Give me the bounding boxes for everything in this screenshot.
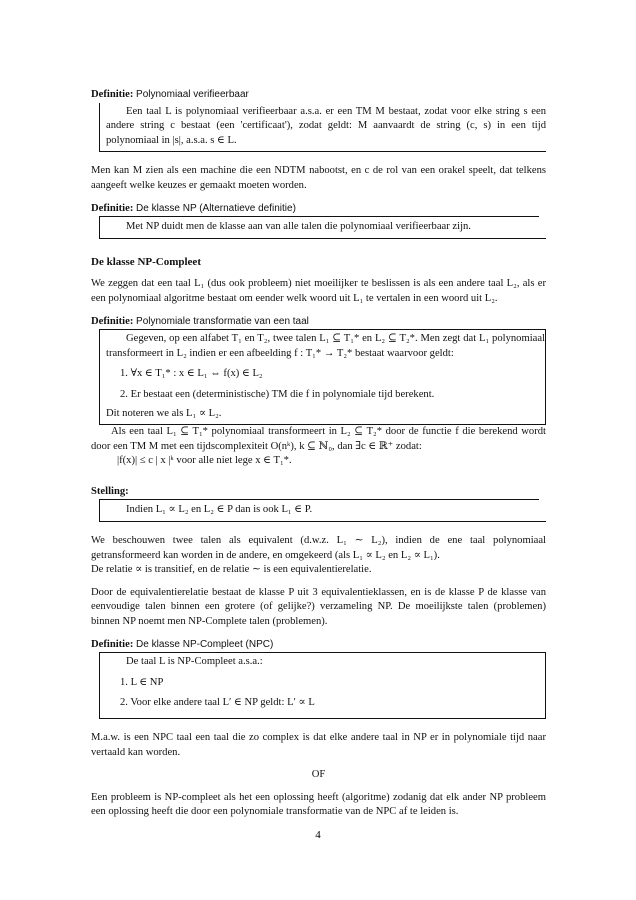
definition-title: De klasse NP-Compleet (NPC)	[136, 638, 274, 650]
definition-intro: Gegeven, op een alfabet T₁ en T₂, twee talen L₁ ⊆ T₁* en L₂ ⊆ T₂*. Men zegt dat L₁ polynomiaal transformeert in L₂ indien er een afbeelding f : T₁* → T₂* bestaat waarvoor geldt:	[106, 333, 545, 359]
theorem-label: Stelling:	[91, 485, 129, 497]
section-heading: De klasse NP-Compleet	[91, 255, 201, 268]
page-number: 4	[315, 829, 321, 841]
theorem-heading	[91, 485, 546, 500]
definition-heading	[91, 88, 546, 103]
definition-heading	[91, 638, 546, 653]
definition-body: Met NP duidt men de klasse aan van alle talen die polynomiaal verifieerbaar zijn.	[126, 221, 471, 233]
definition-box	[99, 216, 546, 239]
divider	[99, 216, 539, 217]
definition-title: Polynomiaal verifieerbaar	[136, 89, 249, 100]
list-item: 1. L ∈ NP	[120, 676, 164, 688]
paragraph: De relatie ∝ is transitief, en de relatie ∼ is een equivalentierelatie.	[91, 564, 372, 576]
theorem-body: Indien L₁ ∝ L₂ en L₂ ∈ P dan is ook L₁ ∈ P.	[126, 504, 313, 516]
definition-intro: De taal L is NP-Compleet a.s.a.:	[126, 656, 263, 668]
definition-box	[99, 329, 546, 425]
list-item: 2. Voor elke andere taal L′ ∈ NP geldt: L′ ∝ L	[120, 697, 315, 709]
list-item: 2. Er bestaat een (deterministische) TM die f in polynomiale tijd berekent.	[120, 388, 435, 400]
paragraph: Een probleem is NP-compleet als het een oplossing heeft (algoritme) zodanig dat elk ander NP probleem een oplossing heeft die door een polynomiale transformatie van de NPC af te leiden is.	[91, 791, 546, 818]
paragraph: |f(x)| ≤ c | x |ᵏ voor alle niet lege x ∈ T₁*.	[117, 455, 292, 467]
definition-title: Polynomiale transformatie van een taal	[136, 315, 309, 327]
definition-heading	[91, 202, 546, 217]
definition-label: Definitie:	[91, 89, 134, 100]
definition-box	[99, 103, 546, 153]
definition-label: Definitie:	[91, 315, 134, 327]
paragraph: Als een taal L₁ ⊆ T₁* polynomiaal transformeert in L₂ ⊆ T₂* door de functie f die berekend wordt door een TM M met een tijdscomplexiteit O(nᵏ), k ⊆ ℕ₀, dan ∃c ∈ ℝ⁺ zodat:	[91, 426, 546, 452]
paragraph: We beschouwen twee talen als equivalent (d.w.z. L₁ ∼ L₂), indien de ene taal polynomiaal getransformeerd kan worden in de andere, en omgekeerd (als L₁ ∝ L₂ en L₂ ∝ L₁).	[91, 535, 546, 561]
definition-box	[99, 652, 546, 719]
definition-label: Definitie:	[91, 638, 134, 650]
document-page	[91, 88, 546, 820]
paragraph: Door de equivalentierelatie bestaat de klasse P uit 3 equivalentieklassen, en is de klasse P de klasse van eenvoudige talen binnen een grotere (of gelijke?) verzameling NP. De moeilijkste talen (problemen) binnen NP noemt men NP-Complete talen (problemen).	[91, 586, 546, 628]
definition-title: De klasse NP (Alternatieve definitie)	[136, 202, 296, 214]
paragraph: Men kan M zien als een machine die een NDTM nabootst, en c de rol van een orakel speelt, dat telkens aangeeft welke keuzes er gemaakt moeten worden.	[91, 165, 546, 191]
definition-body: Een taal L is polynomiaal verifieerbaar a.s.a. er een TM M bestaat, zodat voor elke string s een andere string c bestaat (een 'certificaat'), zodat geldt: M aanvaardt de string (c, s) in een tijd polynomiaal in |s|, a.s.a. s ∈ L.	[106, 105, 546, 146]
paragraph: We zeggen dat een taal L₁ (dus ook probleem) niet moeilijker te beslissen is als een andere taal L₂, als er een polynomiaal algoritme bestaat om eender welk woord uit L₁ te vertalen in een woord uit L₂.	[91, 278, 546, 304]
theorem-box	[99, 499, 546, 522]
separator-or: OF	[311, 769, 326, 781]
divider	[99, 499, 539, 500]
definition-heading	[91, 315, 546, 330]
list-item: 1. ∀x ∈ T₁* : x ∈ L₁ ⇔ f(x) ∈ L₂	[120, 368, 263, 380]
definition-note: Dit noteren we als L₁ ∝ L₂.	[106, 407, 222, 419]
definition-label: Definitie:	[91, 202, 134, 214]
paragraph: M.a.w. is een NPC taal een taal die zo complex is dat elke andere taal in NP er in polynomiale tijd naar vertaald kan worden.	[91, 732, 546, 758]
